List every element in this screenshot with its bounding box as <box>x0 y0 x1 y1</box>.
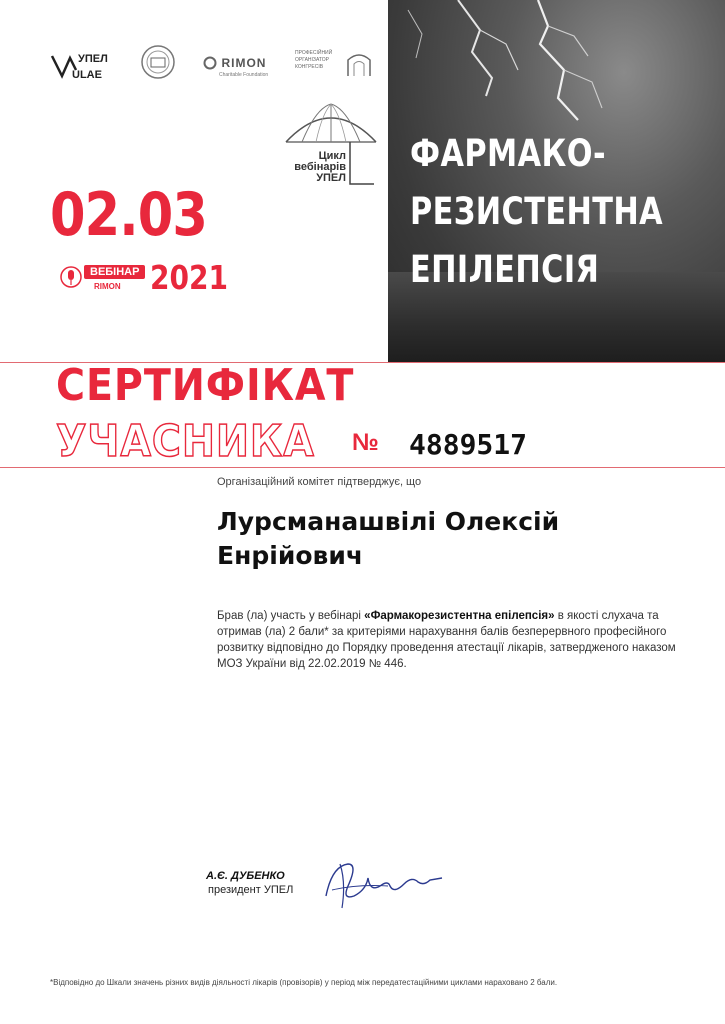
certificate-title: СЕРТИФІКАТ <box>56 360 355 411</box>
rimon-logo <box>203 54 268 78</box>
cycle-webinars-label <box>284 151 346 184</box>
hero-title-line-3: ЕПІЛЕПСІЯ <box>410 248 600 291</box>
certificate-number: 4889517 <box>409 428 528 461</box>
ulae-logo-text: ULAE <box>72 69 102 81</box>
upel-logo <box>50 50 116 82</box>
bottom-divider <box>0 467 725 468</box>
signer-name: А.Є. ДУБЕНКО <box>206 870 285 882</box>
microphone-icon <box>60 264 82 294</box>
hero-title-line-1: ФАРМАКО- <box>410 132 606 175</box>
committee-statement: Організаційний комітет підтверджує, що <box>217 476 422 488</box>
upel-logo-text: УПЕЛ <box>78 53 108 65</box>
participant-name: Лурсманашвілі Олексій Енрійович <box>217 507 560 570</box>
webinar-title: «Фармакорезистентна епілепсія» <box>364 610 555 622</box>
organizer-logo-text: ПРОФЕСІЙНИЙ ОРГАНІЗАТОР КОНГРЕСІВ <box>295 50 333 70</box>
event-date: 02.03 <box>50 180 208 250</box>
certificate-subtitle: УЧАСНИКА <box>56 416 315 467</box>
webinar-brand: RIMON <box>94 282 121 291</box>
webinar-badge <box>60 262 146 296</box>
webinar-label: ВЕБІНАР <box>84 265 145 279</box>
arch-logo <box>345 48 373 78</box>
cycle-line-2: вебінарів <box>294 161 346 173</box>
event-year: 2021 <box>150 258 229 297</box>
description-suffix: в якості слухача та отримав (ла) 2 бали* за критеріями нарахування балів безперервного професійного розвитку відповідно до Порядку проведення атестації лікарів, затвердженого наказом МОЗ України від 22.02.2019 № 446. <box>217 610 676 670</box>
handwritten-signature <box>318 856 448 912</box>
description-prefix: Брав (ла) участь у вебінарі <box>217 610 365 622</box>
signer-role: президент УПЕЛ <box>208 884 294 896</box>
footnote: *Відповідно до Шкали значень різних видів діяльності лікарів (провізорів) у період між передатестаційними циклами нараховано 2 бали. <box>50 978 558 987</box>
cycle-line-3: УПЕЛ <box>316 172 346 184</box>
rimon-logo-subtext: Charitable Foundation <box>219 72 269 78</box>
rimon-logo-text: RIMON <box>221 56 267 70</box>
cycle-line-1: Цикл <box>318 150 346 162</box>
hero-title-line-2: РЕЗИСТЕНТНА <box>410 190 664 233</box>
hero-storm-image <box>388 0 725 362</box>
number-sign: № <box>352 429 379 456</box>
participation-description <box>217 608 677 672</box>
rimon-logo-icon <box>203 56 217 70</box>
seal-logo <box>140 44 176 80</box>
